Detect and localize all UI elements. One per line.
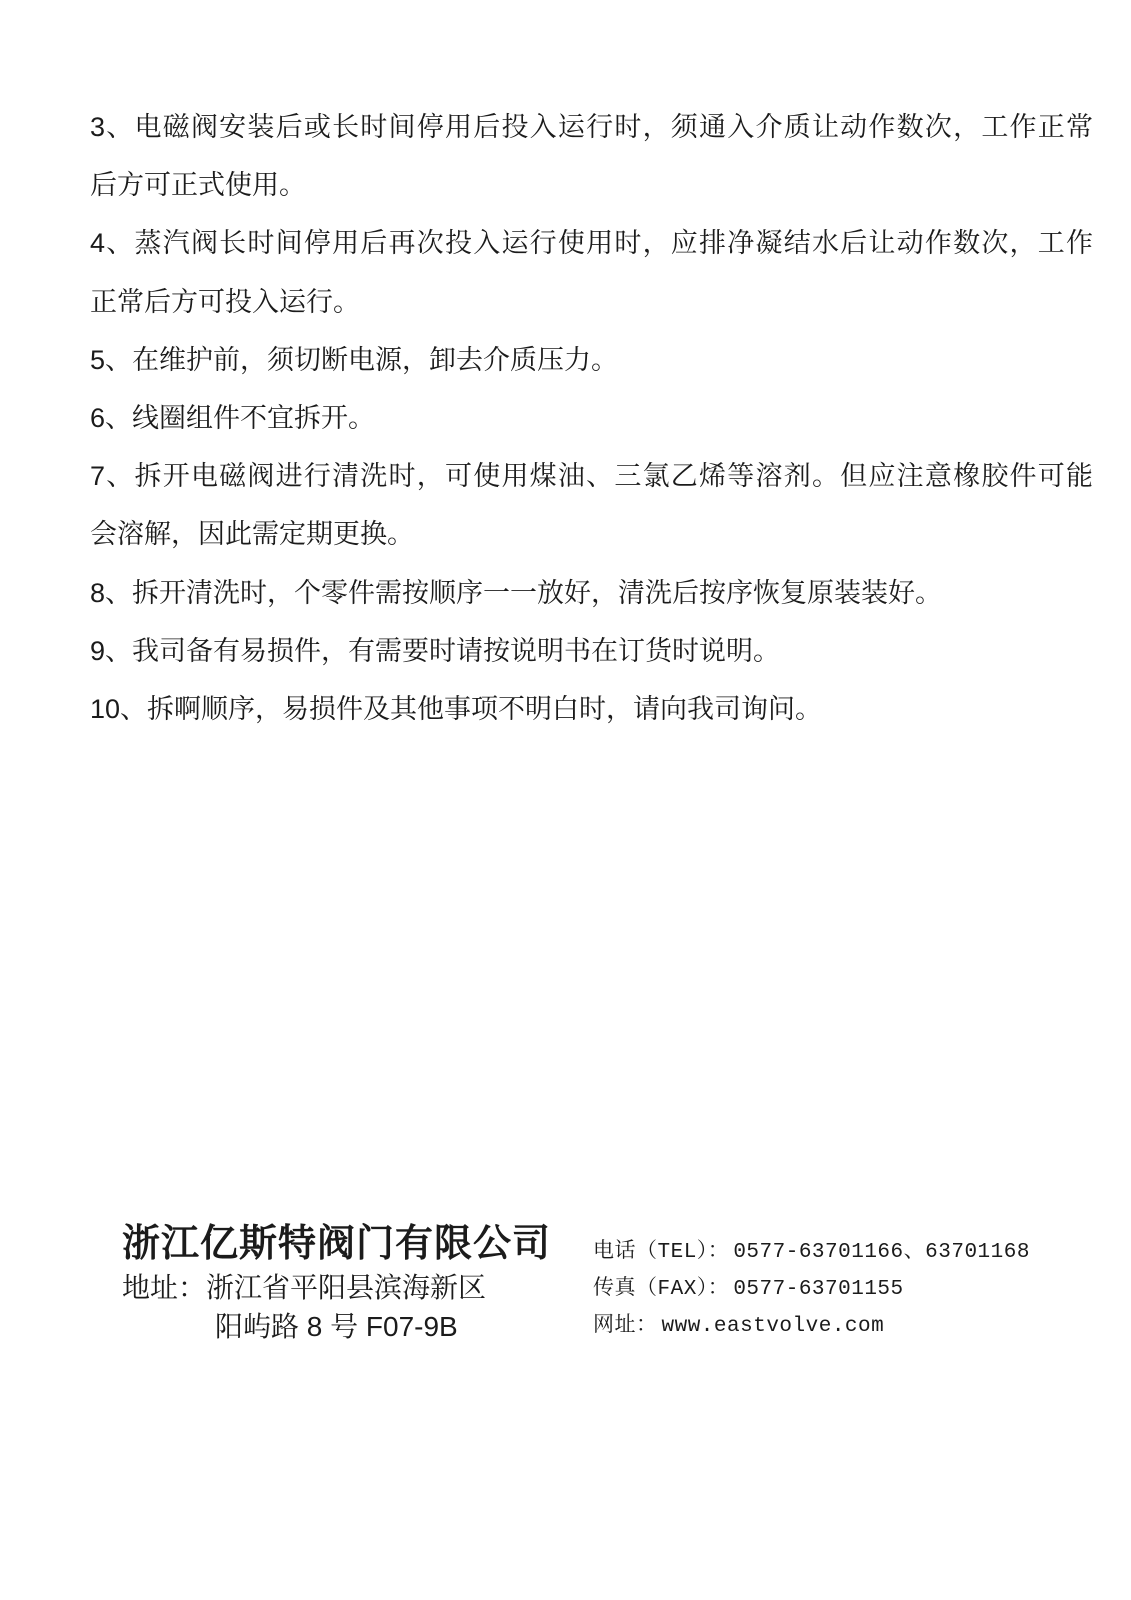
doc-line: [90, 156, 1093, 214]
phone-label: 电话（TEL）：: [593, 1241, 730, 1264]
item-number: 3: [90, 112, 106, 142]
item-text: 会溶解，因此需定期更换。: [90, 519, 414, 550]
doc-line: [90, 505, 1093, 563]
fax-line: [593, 1271, 1030, 1308]
company-name: 浙江亿斯特阀门有限公司: [122, 1223, 552, 1265]
doc-line: [90, 622, 1093, 680]
item-number: 7: [90, 461, 106, 492]
doc-line: [90, 680, 1093, 738]
item-number: 8: [90, 577, 106, 608]
phone-value: 0577-63701166、63701168: [733, 1241, 1030, 1264]
item-text: 正常后方可投入运行。: [90, 286, 360, 317]
item-number: 6: [90, 402, 106, 433]
company-address-line2: 阳屿路 8 号 F07-9B: [215, 1311, 458, 1342]
item-number: 4: [90, 228, 106, 259]
item-text: 、电磁阀安装后或长时间停用后投入运行时，须通入介质让动作数次，工作正常: [105, 112, 1093, 142]
item-text: 后方可正式使用。: [90, 170, 306, 201]
doc-line: [90, 331, 1093, 389]
phone-line: [593, 1234, 1030, 1271]
item-text: 、拆开电磁阀进行清洗时，可使用煤油、三氯乙烯等溶剂。但应注意橡胶件可能: [105, 461, 1093, 492]
item-text: 、拆开清洗时，个零件需按顺序一一放好，清洗后按序恢复原装装好。: [105, 577, 943, 608]
item-text: 、线圈组件不宜拆开。: [105, 402, 376, 433]
item-text: 、在维护前，须切断电源，卸去介质压力。: [105, 344, 619, 375]
doc-line: [90, 447, 1093, 505]
doc-line: [90, 98, 1093, 156]
fax-label: 传真（FAX）：: [593, 1278, 730, 1301]
item-number: 9: [90, 635, 106, 666]
item-text: 、拆啊顺序，易损件及其他事项不明白时，请向我司询问。: [120, 693, 823, 724]
website-label: 网址：: [593, 1315, 658, 1338]
fax-value: 0577-63701155: [733, 1278, 904, 1301]
doc-line: [90, 564, 1093, 622]
item-text: 、蒸汽阀长时间停用后再次投入运行使用时，应排净凝结水后让动作数次，工作: [105, 228, 1093, 259]
contact-info-block: [593, 1234, 1030, 1345]
doc-line: [90, 389, 1093, 447]
instruction-list: [90, 98, 1093, 738]
item-text: 、我司备有易损件，有需要时请按说明书在订货时说明。: [105, 635, 781, 666]
item-number: 10: [90, 693, 121, 724]
company-address-line1: 地址：浙江省平阳县滨海新区: [122, 1272, 487, 1303]
doc-line: [90, 273, 1093, 331]
item-number: 5: [90, 344, 106, 375]
website-value: www.eastvolve.com: [661, 1315, 885, 1338]
doc-line: [90, 214, 1093, 272]
company-info-block: [122, 1220, 551, 1346]
website-line: [593, 1308, 1030, 1345]
